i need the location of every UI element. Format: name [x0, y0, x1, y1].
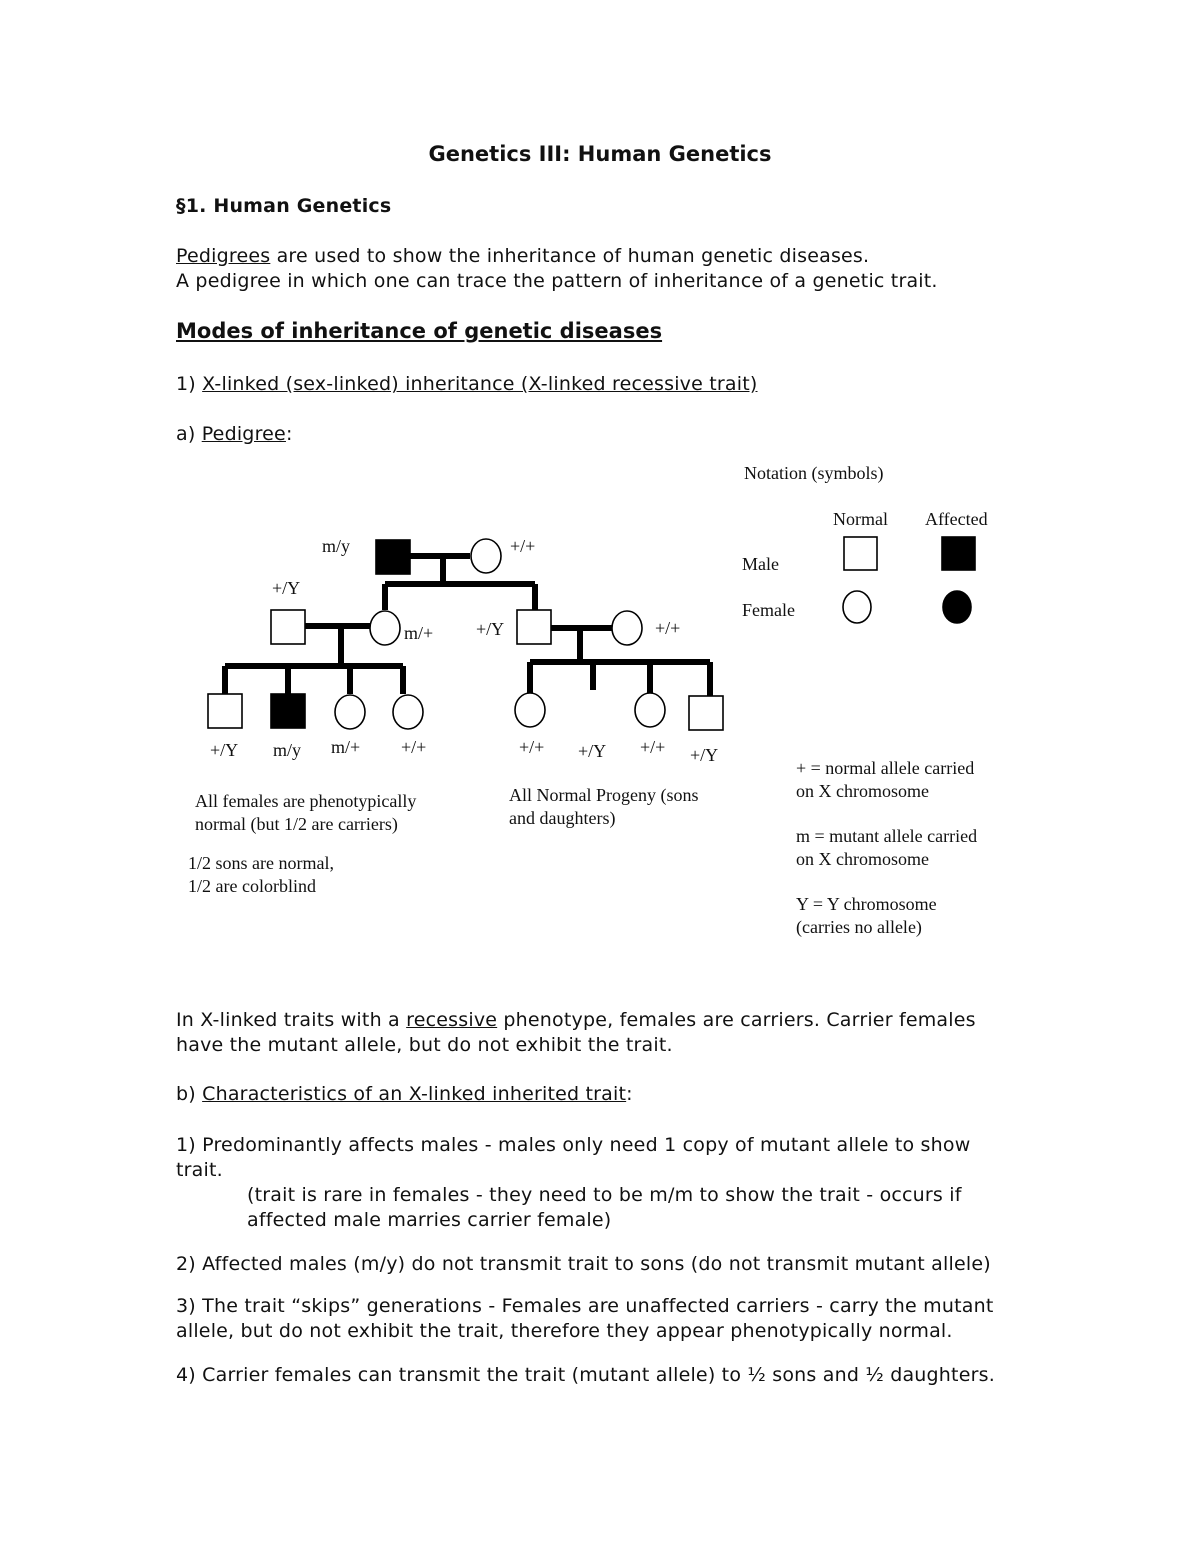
- recessive-paragraph-line-1: [176, 1009, 976, 1031]
- notation-row-male: Male: [742, 554, 779, 574]
- intro-line-1-rest: are used to show the inheritance of human genetic diseases.: [270, 245, 870, 267]
- left-note-line-2: normal (but 1/2 are carriers): [195, 814, 398, 834]
- gen3-left-genotype-2: m/y: [273, 740, 302, 760]
- notation-title: Notation (symbols): [744, 463, 884, 483]
- characteristic-1-line-2: trait.: [176, 1159, 223, 1181]
- gen3-right-daughter-2: [635, 693, 665, 727]
- gen3-left-genotype-4: +/+: [401, 737, 427, 757]
- item-a-word: Pedigree: [201, 423, 286, 445]
- characteristic-4: 4) Carrier females can transmit the trait (mutant allele) to ½ sons and ½ daughters.: [176, 1364, 995, 1386]
- item-b-text: Characteristics of an X-linked inherited trait: [202, 1083, 627, 1105]
- legend-plus-line-1: + = normal allele carried: [796, 758, 975, 778]
- notation-col-affected: Affected: [925, 509, 988, 529]
- legend-y-line-2: (carries no allele): [796, 917, 922, 937]
- item-1-text: X-linked (sex-linked) inheritance (X-linked recessive trait): [202, 373, 758, 395]
- recessive-pre: In X-linked traits with a: [176, 1009, 407, 1031]
- left-note-line-3: 1/2 sons are normal,: [188, 853, 334, 873]
- item-b-suffix: :: [626, 1083, 633, 1105]
- legend-plus-line-2: on X chromosome: [796, 781, 929, 801]
- gen3-left-son-1: [208, 694, 242, 728]
- gen1-affected-male: [376, 540, 410, 574]
- recessive-paragraph-line-2: have the mutant allele, but do not exhibit the trait.: [176, 1034, 673, 1056]
- pedigree-individuals: [208, 539, 723, 730]
- legend-m-line-1: m = mutant allele carried: [796, 826, 978, 846]
- gen3-right-genotype-2: +/Y: [578, 741, 607, 761]
- gen2-right-male-genotype: +/Y: [476, 619, 505, 639]
- characteristic-3-line-2: allele, but do not exhibit the trait, therefore they appear phenotypically normal.: [176, 1320, 953, 1342]
- characteristic-2: 2) Affected males (m/y) do not transmit trait to sons (do not transmit mutant allele): [176, 1253, 991, 1275]
- gen1-normal-female: [471, 539, 501, 573]
- item-a-prefix: a): [176, 423, 202, 445]
- gen3-right-son: [689, 696, 723, 730]
- notation-affected-male-symbol: [942, 537, 975, 570]
- gen3-left-affected-son: [271, 694, 305, 728]
- section-heading: §1. Human Genetics: [176, 195, 392, 217]
- gen3-left-genotype-1: +/Y: [210, 740, 239, 760]
- notation-row-female: Female: [742, 600, 795, 620]
- item-a-suffix: :: [285, 423, 293, 445]
- gen3-right-daughter-1: [515, 693, 545, 727]
- gen3-left-daughter-1: [335, 695, 365, 729]
- gen2-right-female-genotype: +/+: [655, 618, 681, 638]
- notation-normal-female-symbol: [843, 591, 871, 623]
- gen2-left-male-genotype: +/Y: [272, 578, 301, 598]
- gen2-carrier-female: [370, 611, 400, 645]
- characteristic-1-line-4: affected male marries carrier female): [247, 1209, 612, 1231]
- gen2-left-male: [271, 610, 305, 644]
- notation-normal-male-symbol: [844, 537, 877, 570]
- gen2-left-female-genotype: m/+: [404, 623, 434, 643]
- pedigrees-term: Pedigrees: [176, 245, 271, 267]
- intro-line-2: A pedigree in which one can trace the pattern of inheritance of a genetic trait.: [176, 270, 938, 292]
- characteristic-1-line-1: 1) Predominantly affects males - males only need 1 copy of mutant allele to show: [176, 1134, 971, 1156]
- gen3-right-genotype-4: +/Y: [690, 745, 719, 765]
- characteristic-1-line-3: (trait is rare in females - they need to be m/m to show the trait - occurs if: [247, 1184, 962, 1206]
- legend-m-line-2: on X chromosome: [796, 849, 929, 869]
- gen3-right-genotype-3: +/+: [640, 737, 666, 757]
- gen1-female-genotype: +/+: [510, 536, 536, 556]
- right-note-line-2: and daughters): [509, 808, 616, 828]
- gen3-left-daughter-2: [393, 695, 423, 729]
- modes-heading: Modes of inheritance of genetic diseases: [176, 319, 663, 343]
- left-note-line-4: 1/2 are colorblind: [188, 876, 316, 896]
- gen2-right-female: [612, 611, 642, 645]
- gen1-male-genotype: m/y: [322, 536, 351, 556]
- right-note-line-1: All Normal Progeny (sons: [509, 785, 699, 805]
- recessive-term: recessive: [406, 1009, 498, 1031]
- gen3-left-genotype-3: m/+: [331, 737, 361, 757]
- left-note-line-1: All females are phenotypically: [195, 791, 417, 811]
- notation-affected-female-symbol: [943, 591, 971, 623]
- gen2-right-male: [517, 610, 551, 644]
- item-1-number: 1): [176, 373, 203, 395]
- characteristic-3-line-1: 3) The trait “skips” generations - Females are unaffected carriers - carry the mutant: [176, 1295, 994, 1317]
- notation-symbols: [843, 537, 975, 623]
- recessive-post: phenotype, females are carriers. Carrier females: [497, 1009, 976, 1031]
- notation-col-normal: Normal: [833, 509, 888, 529]
- gen3-right-genotype-1: +/+: [519, 737, 545, 757]
- item-b-prefix: b): [176, 1083, 203, 1105]
- item-b-heading: [176, 1083, 633, 1105]
- legend-y-line-1: Y = Y chromosome: [796, 894, 937, 914]
- page-title: Genetics III: Human Genetics: [428, 142, 772, 166]
